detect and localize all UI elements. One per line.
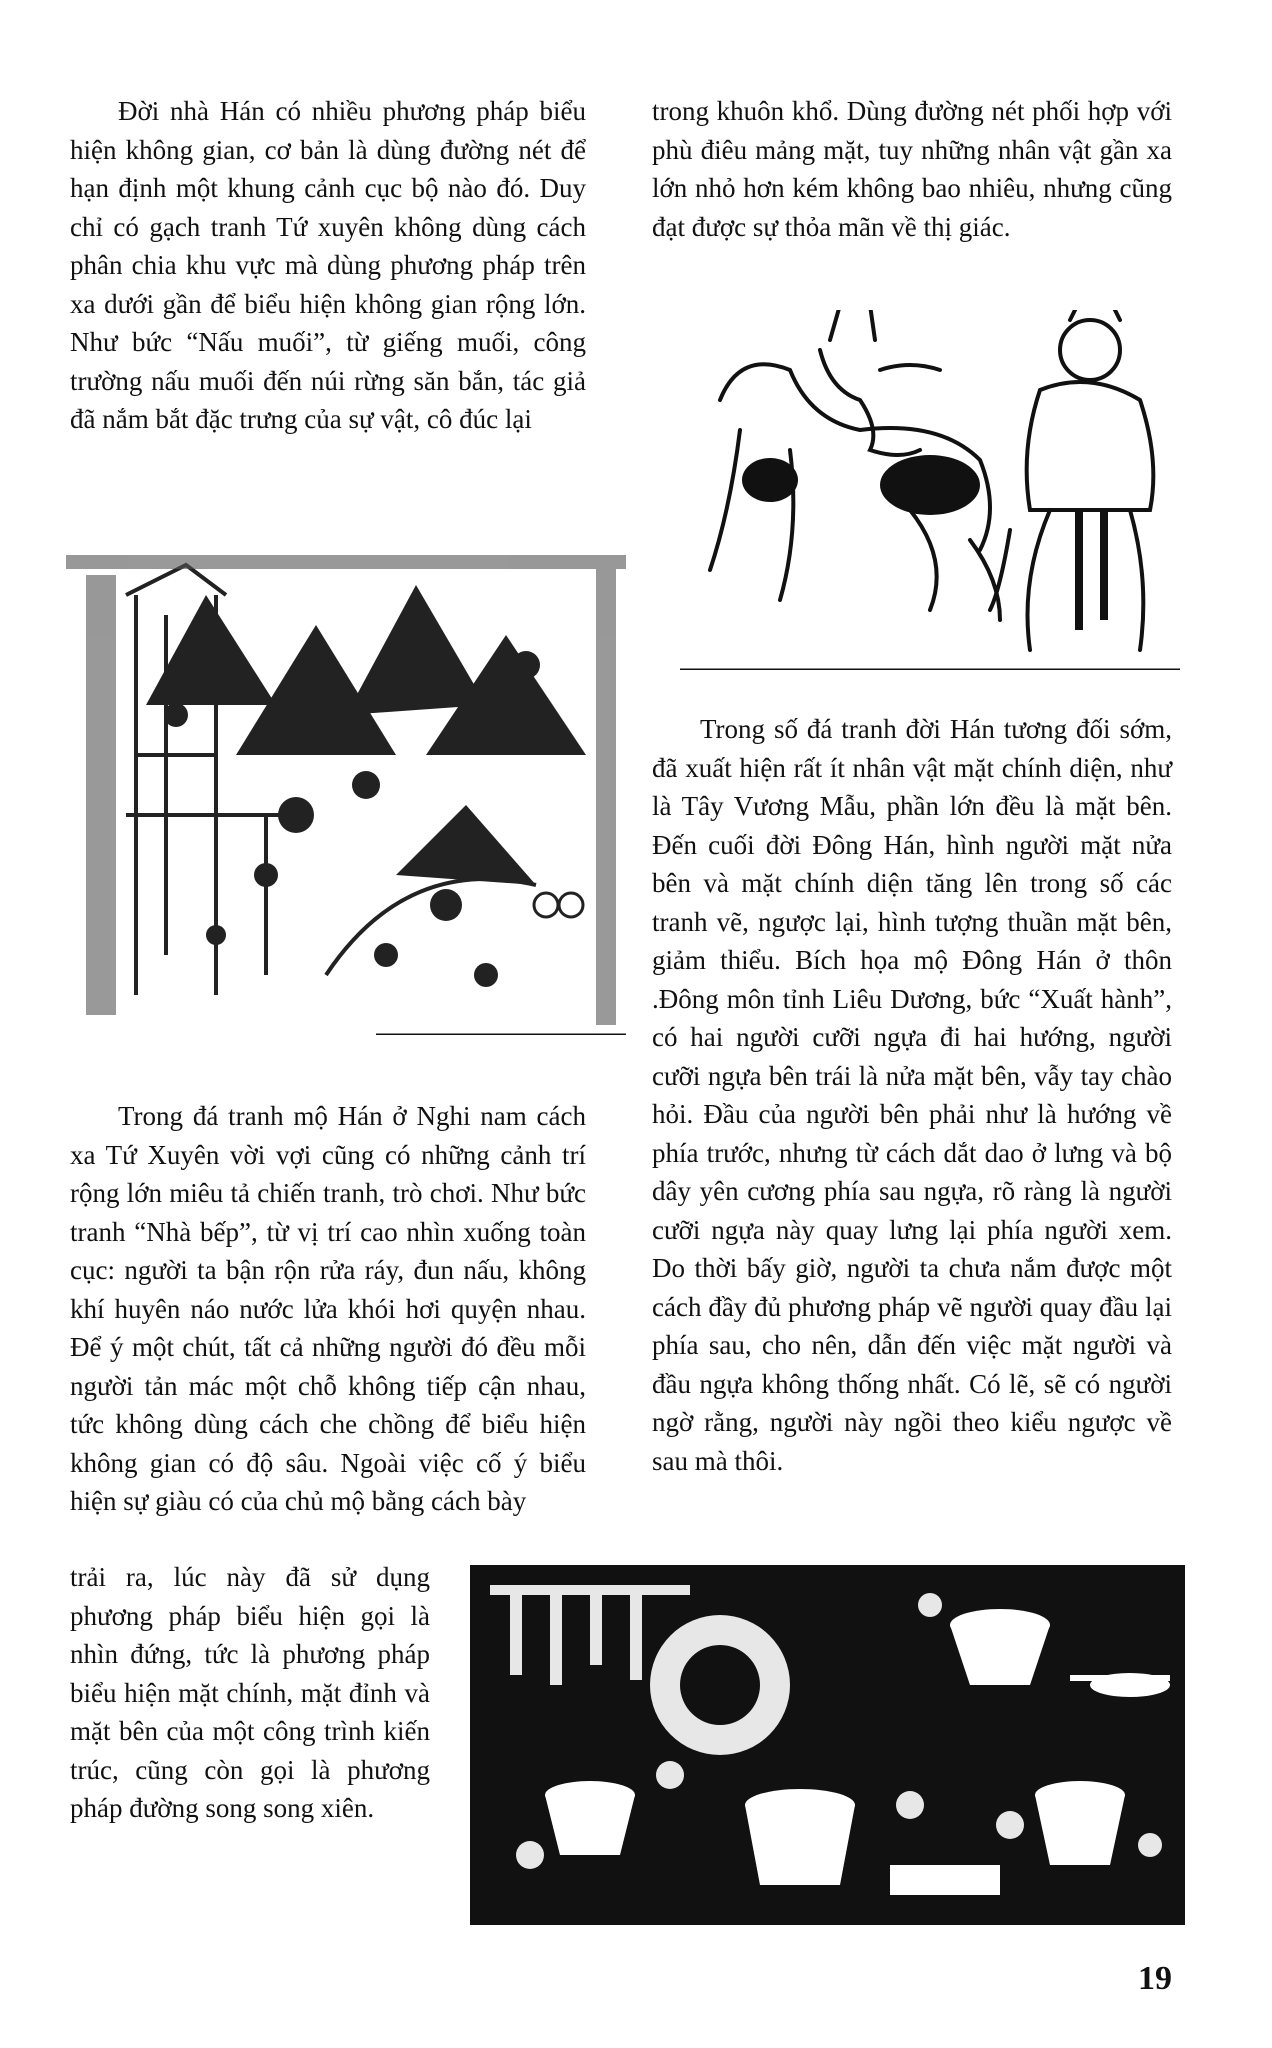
- left-column-narrow: [70, 1558, 430, 1828]
- salt-cooking-relief-illustration: [66, 555, 626, 1035]
- paragraph-kitchen-scene: Trong đá tranh mộ Hán ở Nghi nam cách xa Tứ Xuyên vời vợi cũng có những cảnh trí rộng lớn miêu tả chiến tranh, trò chơi. Như bức tranh “Nhà bếp”, từ vị trí cao nhìn xuống toàn cục: người ta bận rộn rửa ráy, đun nấu, không khí huyên náo nước lửa khói hơi quyện nhau. Để ý một chút, tất cả những người đó đều mỗi người tản mác một chỗ không tiếp cận nhau, tức không dùng cách che chồng để biểu hiện không gian có độ sâu. Ngoài việc cố ý biểu hiện sự giàu có của chủ mộ bằng cách bày: [70, 1101, 586, 1516]
- riders-mural-illustration: [680, 310, 1180, 670]
- left-column-top: [70, 92, 586, 439]
- kitchen-relief-illustration: [470, 1565, 1185, 1925]
- paragraph-salt-cooking: Đời nhà Hán có nhiều phương pháp biểu hiện không gian, cơ bản là dùng đường nét để hạn định một khung cảnh cục bộ nào đó. Duy chỉ có gạch tranh Tứ xuyên không dùng cách phân chia khu vực mà dùng phương pháp trên xa dưới gần để biểu hiện không gian rộng lớn. Như bức “Nấu muối”, từ giếng muối, công trường nấu muối đến núi rừng săn bắn, tác giả đã nắm bắt đặc trưng của sự vật, cô đúc lại: [70, 96, 586, 434]
- kitchen-relief-figure: [470, 1565, 1185, 1925]
- right-column-top: [652, 92, 1172, 246]
- paragraph-frame-continuation: trong khuôn khổ. Dùng đường nét phối hợp với phù điêu mảng mặt, tuy những nhân vật gần xa lớn nhỏ hơn kém không bao nhiêu, nhưng cũng đạt được sự thỏa mãn về thị giác.: [652, 96, 1172, 242]
- paragraph-frontal-figures: Trong số đá tranh đời Hán tương đối sớm, đã xuất hiện rất ít nhân vật mặt chính diện, như là Tây Vương Mẫu, phần lớn đều là mặt bên. Đến cuối đời Đông Hán, hình người mặt nửa bên và mặt chính diện tăng lên trong số các tranh vẽ, ngược lại, hình tượng thuần mặt bên, giảm thiểu. Bích họa mộ Đông Hán ở thôn .Đông môn tỉnh Liêu Dương, bức “Xuất hành”, có hai người cưỡi ngựa đi hai hướng, người cưỡi ngựa bên trái là nửa mặt bên, vẫy tay chào hỏi. Đầu của người bên phải như là hướng về phía trước, nhưng từ cách dắt dao ở lưng và bộ dây yên cương phía sau ngựa, rõ ràng là người cưỡi ngựa này quay lưng lại phía người xem. Do thời bấy giờ, người ta chưa nắm được một cách đầy đủ phương pháp vẽ người quay đầu lại phía sau, cho nên, dẫn đến việc mặt người và đầu ngựa không thống nhất. Có lẽ, sẽ có người ngờ rằng, người này ngồi theo kiểu ngược về sau mà thôi.: [652, 714, 1172, 1476]
- paragraph-kitchen-continuation: trải ra, lúc này đã sử dụng phương pháp biểu hiện gọi là nhìn đứng, tức là phương pháp biểu hiện mặt chính, mặt đỉnh và mặt bên của một công trình kiến trúc, cũng còn gọi là phương pháp đường song song xiên.: [70, 1562, 430, 1823]
- page-number: 19: [1138, 1960, 1172, 1997]
- left-column-bottom: [70, 1097, 586, 1521]
- salt-cooking-relief-figure: [66, 555, 626, 1035]
- right-column-bottom: [652, 710, 1172, 1480]
- riders-mural-figure: [680, 310, 1180, 670]
